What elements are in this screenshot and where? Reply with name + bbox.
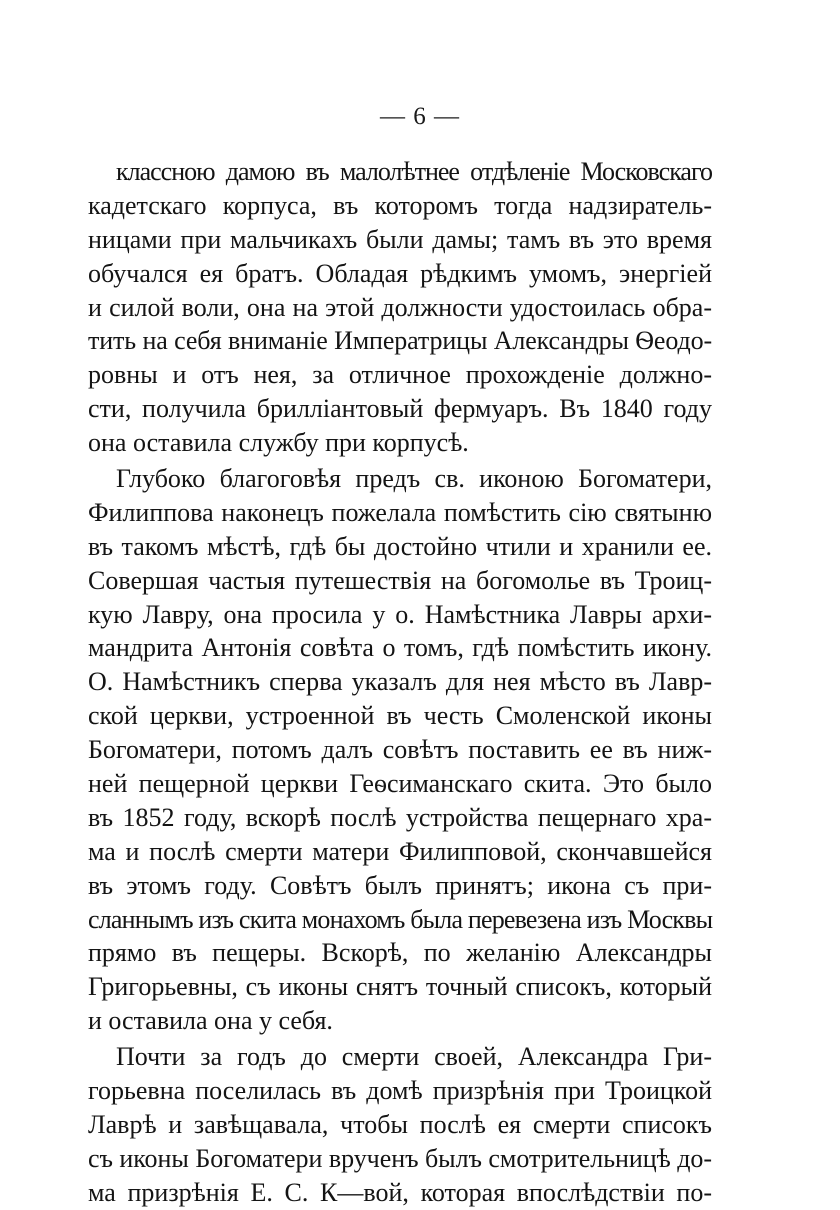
text-line: и оставила она у себя. [88, 1006, 333, 1036]
text-line: Почти за годъ до смерти своей, Александра Гри- [116, 1042, 712, 1072]
text-line: кую Лавру, она просила у о. Намѣстника Лавры архи- [88, 599, 712, 629]
text-line: прямо въ пещеры. Вскорѣ, по желанію Александры [88, 938, 712, 968]
text-line: классною дамою въ малолѣтнее отдѣленіе Московскаго [116, 157, 712, 186]
text-line: мандрита Антонія совѣта о томъ, гдѣ помѣстить икону. [88, 633, 712, 663]
text-line: Богоматери, потомъ далъ совѣтъ поставить ее въ ниж- [88, 735, 712, 765]
text-line: обучался ея братъ. Обладая рѣдкимъ умомъ, энергіей [88, 258, 712, 288]
paragraph [88, 1040, 712, 1209]
text-line: ма и послѣ смерти матери Филипповой, скончавшейся [88, 836, 712, 866]
text-line: горьевна поселилась въ домѣ призрѣнія при Троицкой [88, 1076, 712, 1106]
text-line: въ этомъ году. Совѣтъ былъ принятъ; икона съ при- [88, 870, 712, 900]
text-line: сти, получила бриллiантовый фермуаръ. Въ 1840 году [88, 394, 712, 424]
text-line: ровны и отъ нея, за отличное прохожденіе должно- [88, 360, 712, 390]
text-line: Лаврѣ и завѣщавала, чтобы послѣ ея смерти списокъ [88, 1109, 712, 1139]
text-line: Глубоко благоговѣя предъ св. иконою Богоматери, [116, 464, 712, 494]
text-line: кадетскаго корпуса, въ которомъ тогда надзиратель- [88, 190, 712, 220]
text-line: сланнымъ изъ скита монахомъ была перевезена изъ Москвы [88, 904, 713, 934]
page-body-text [88, 155, 712, 1210]
text-line: и силой воли, она на этой должности удостоилась обра- [88, 292, 712, 322]
text-line: О. Намѣстникъ сперва указалъ для нея мѣсто въ Лавр- [88, 667, 712, 697]
paragraph [88, 462, 712, 1038]
text-line: Филиппова наконецъ пожелала помѣстить сію святыню [88, 497, 712, 527]
text-line: въ такомъ мѣстѣ, гдѣ бы достойно чтили и хранили ее. [88, 531, 712, 561]
text-line: ской церкви, устроенной въ честь Смоленской иконы [88, 701, 712, 731]
text-line: въ 1852 году, вскорѣ послѣ устройства пещернаго хра- [88, 802, 712, 832]
text-line: ницами при мальчикахъ были дамы; тамъ въ это время [88, 224, 712, 254]
text-line: она оставила службу при корпусѣ. [88, 428, 469, 458]
text-line: Совершая частыя путешествія на богомолье въ Троиц- [88, 565, 712, 595]
paragraph [88, 155, 712, 460]
page-number: — 6 — [380, 103, 460, 130]
text-line: тить на себя вниманіе Императрицы Александры Ѳеодо- [88, 326, 712, 356]
text-line: ней пещерной церкви Геѳсиманскаго скита. Это было [88, 769, 712, 799]
text-line: ма призрѣнія Е. С. К—вой, которая впослѣдствіи по- [88, 1177, 712, 1207]
text-line: съ иконы Богоматери врученъ былъ смотрительницѣ до- [88, 1143, 712, 1173]
text-line: Григорьевны, съ иконы снятъ точный списокъ, который [88, 972, 712, 1002]
